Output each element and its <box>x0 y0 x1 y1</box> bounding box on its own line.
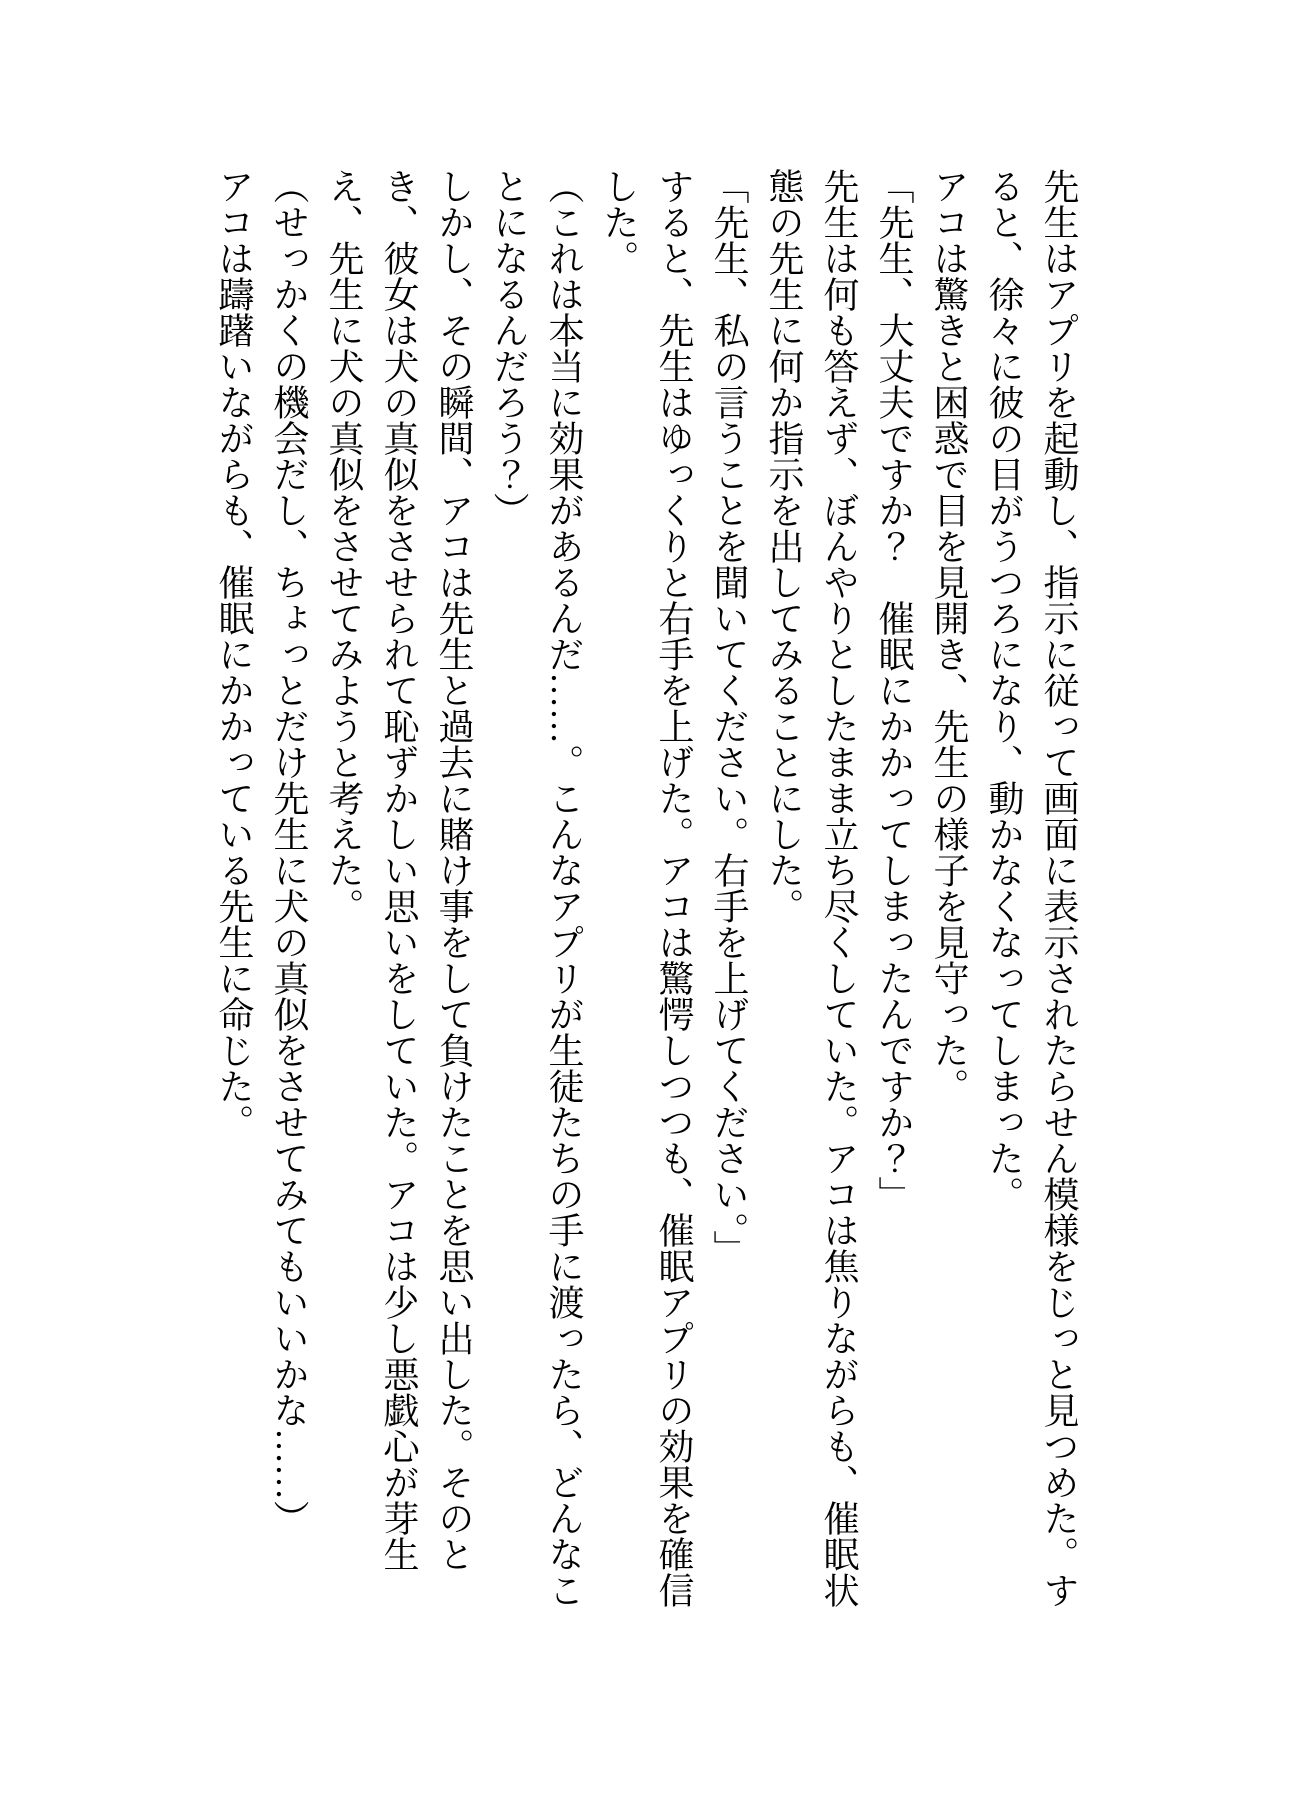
paragraph-9: （せっかくの機会だし、ちょっとだけ先生に犬の真似をさせてみてもいいかな……） <box>269 168 309 1536</box>
paragraph-2: アコは驚きと困惑で目を見開き、先生の様子を見守った。 <box>929 168 969 1104</box>
paragraph-8: しかし、その瞬間、アコは先生と過去に賭け事をして負けたことを思い出した。そのとき、彼女は犬の真似をさせられて恥ずかしい思いをしていた。アコは少し悪戯心が芽生え、先生に犬の真似をさせてみようと考えた。 <box>324 168 474 1572</box>
paragraph-3: 「先生、大丈夫ですか？ 催眠にかかってしまったんですか？」 <box>874 168 914 1212</box>
vertical-novel-text <box>206 168 1086 1612</box>
paragraph-6: すると、先生はゆっくりと右手を上げた。アコは驚愕しつつも、催眠アプリの効果を確信した。 <box>599 168 694 1608</box>
paragraph-10: アコは躊躇いながらも、催眠にかかっている先生に命じた。 <box>214 168 254 1140</box>
paragraph-7: （これは本当に効果があるんだ……。こんなアプリが生徒たちの手に渡ったら、どんなことになるんだろう？） <box>489 168 584 1608</box>
paragraph-1: 先生はアプリを起動し、指示に従って画面に表示されたらせん模様をじっと見つめた。すると、徐々に彼の目がうつろになり、動かなくなってしまった。 <box>984 168 1079 1608</box>
paragraph-4: 先生は何も答えず、ぼんやりとしたまま立ち尽くしていた。アコは焦りながらも、催眠状態の先生に何か指示を出してみることにした。 <box>764 168 859 1608</box>
paragraph-5: 「先生、私の言うことを聞いてください。右手を上げてください。」 <box>709 168 749 1266</box>
